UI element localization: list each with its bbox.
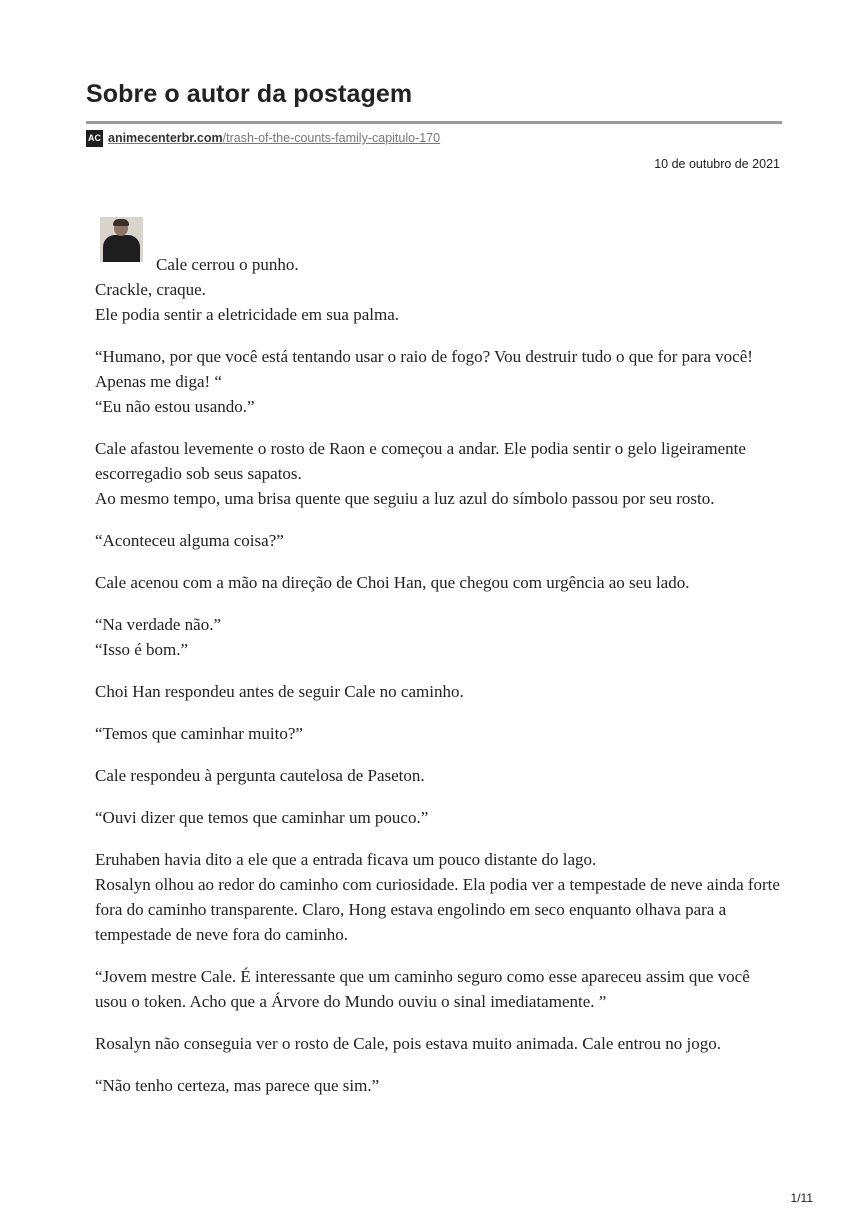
article-paragraph — [95, 847, 785, 947]
article-paragraph — [95, 1031, 785, 1056]
article-paragraph — [95, 252, 785, 327]
site-favicon-icon: AC — [86, 130, 103, 147]
paragraph-line: Rosalyn olhou ao redor do caminho com curiosidade. Ela podia ver a tempestade de neve ainda forte fora do caminho transparente. Claro, Hong estava engolindo em seco enquanto olhava para a tempestade de neve fora do caminho. — [95, 875, 780, 944]
article-body — [95, 252, 785, 1115]
paragraph-line: Cale afastou levemente o rosto de Raon e começou a andar. Ele podia sentir o gelo ligeiramente escorregadio sob seus sapatos. — [95, 439, 746, 483]
article-paragraph — [95, 721, 785, 746]
source-path: /trash-of-the-counts-family-capitulo-170 — [222, 131, 441, 145]
page-title: Sobre o autor da postagem — [86, 80, 413, 108]
article-paragraph — [95, 528, 785, 553]
paragraph-line: “Jovem mestre Cale. É interessante que um caminho seguro como esse apareceu assim que você usou o token. Acho que a Árvore do Mundo ouviu o sinal imediatamente. ” — [95, 967, 750, 1011]
paragraph-line: “Não tenho certeza, mas parece que sim.” — [95, 1076, 380, 1095]
paragraph-line: Ao mesmo tempo, uma brisa quente que seguiu a luz azul do símbolo passou por seu rosto. — [95, 489, 715, 508]
article-paragraph — [95, 679, 785, 704]
paragraph-line: Cale cerrou o punho. — [156, 255, 299, 274]
paragraph-line: “Isso é bom.” — [95, 640, 189, 659]
article-paragraph — [95, 964, 785, 1014]
page-number: 1/11 — [790, 1191, 813, 1205]
paragraph-line: “Ouvi dizer que temos que caminhar um pouco.” — [95, 808, 429, 827]
paragraph-line: Choi Han respondeu antes de seguir Cale no caminho. — [95, 682, 464, 701]
post-date: 10 de outubro de 2021 — [654, 157, 780, 171]
article-paragraph — [95, 805, 785, 830]
article-paragraph — [95, 1073, 785, 1098]
paragraph-line: “Aconteceu alguma coisa?” — [95, 531, 284, 550]
article-paragraph — [95, 436, 785, 511]
paragraph-line: Crackle, craque. — [95, 280, 206, 299]
paragraph-line: Rosalyn não conseguia ver o rosto de Cale, pois estava muito animada. Cale entrou no jogo. — [95, 1034, 722, 1053]
paragraph-line: “Humano, por que você está tentando usar o raio de fogo? Vou destruir tudo o que for para você! Apenas me diga! “ — [95, 347, 753, 391]
source-url-link[interactable] — [108, 131, 440, 145]
source-domain: animecenterbr.com — [108, 131, 223, 145]
paragraph-line: Cale acenou com a mão na direção de Choi Han, que chegou com urgência ao seu lado. — [95, 573, 690, 592]
article-paragraph — [95, 612, 785, 662]
article-paragraph — [95, 763, 785, 788]
paragraph-line: Eruhaben havia dito a ele que a entrada ficava um pouco distante do lago. — [95, 850, 597, 869]
paragraph-line: Cale respondeu à pergunta cautelosa de Paseton. — [95, 766, 425, 785]
paragraph-line: “Eu não estou usando.” — [95, 397, 255, 416]
article-paragraph — [95, 344, 785, 419]
paragraph-line: “Temos que caminhar muito?” — [95, 724, 303, 743]
paragraph-line: Ele podia sentir a eletricidade em sua palma. — [95, 305, 399, 324]
source-link-row[interactable] — [86, 129, 440, 147]
paragraph-line: “Na verdade não.” — [95, 615, 222, 634]
article-paragraph — [95, 570, 785, 595]
title-divider — [86, 121, 782, 124]
